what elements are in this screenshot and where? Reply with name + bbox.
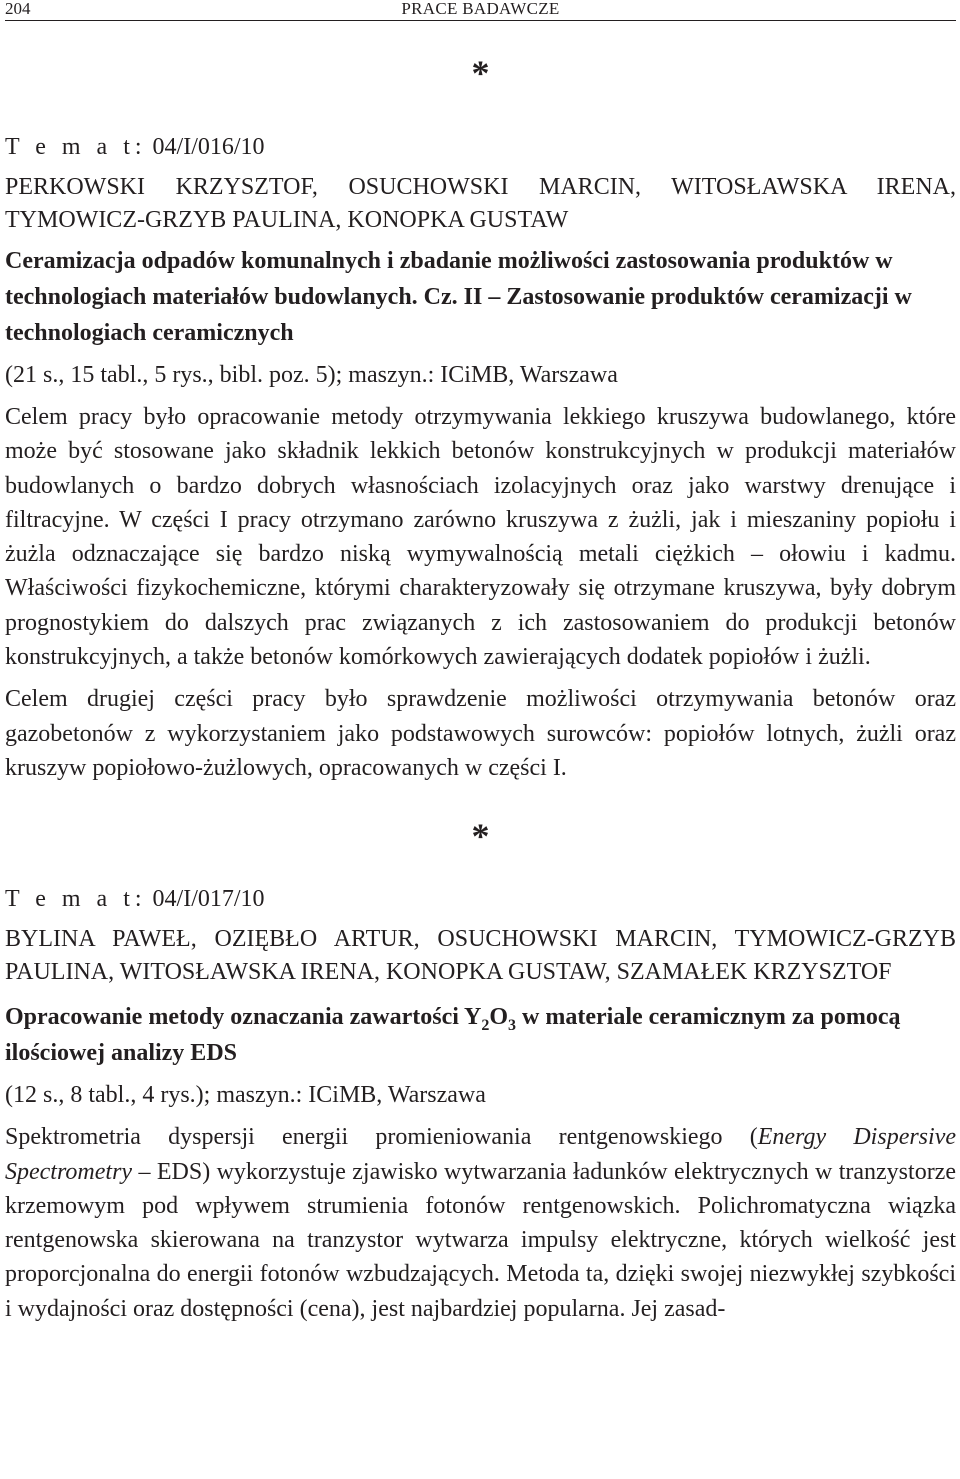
- title-text: O: [489, 1004, 509, 1031]
- entry-abstract-paragraph: Celem drugiej części pracy było sprawdzenie możliwości otrzymywania betonów oraz gazobetonów z wykorzystaniem jako podstawowych surowców: popiołów lotnych, żużli oraz kruszyw popiołowo-żużlowych, opracowanych w części I.: [5, 686, 956, 781]
- entry-meta: (12 s., 8 tabl., 4 rys.); maszyn.: ICiMB, Warszawa: [5, 1082, 486, 1109]
- abstract-italic-term: Energy Dispersive Spectrometry: [5, 1124, 956, 1185]
- entry-authors: PERKOWSKI KRZYSZTOF, OSUCHOWSKI MARCIN, WITOSŁAWSKA IRENA, TYMOWICZ-GRZYB PAULINA, KONOPKA GUSTAW: [5, 174, 956, 233]
- title-subscript: 3: [508, 1017, 517, 1035]
- entry-authors: BYLINA PAWEŁ, OZIĘBŁO ARTUR, OSUCHOWSKI MARCIN, TYMOWICZ-GRZYB PAULINA, WITOSŁAWSKA IRENA, KONOPKA GUSTAW, SZAMAŁEK KRZYSZTOF: [5, 926, 956, 986]
- topic-line: [5, 132, 956, 162]
- topic-label: T e m a t:: [5, 134, 147, 160]
- abstract-text: – EDS) wykorzystuje zjawisko wytwarzania ładunków elektrycznych w tranzystorze krzemowym pod wpływem strumienia fotonów rentgenowskich. Polichromatyczna wiązka rentgenowska skierowana na tranzystor wytwarza impulsy elektryczne, których wielkość jest proporcjonalna do energii fotonów wzbudzających. Metoda ta, dzięki swojej niezwykłej szybkości i wydajności oraz dostępności (cena), jest najbardziej popularna. Jej zasad-: [5, 1158, 956, 1322]
- entry-separator: *: [471, 53, 490, 93]
- entry-abstract-paragraph: [5, 1120, 956, 1326]
- page-number: 204: [5, 0, 31, 18]
- entry-meta: (21 s., 15 tabl., 5 rys., bibl. poz. 5); maszyn.: ICiMB, Warszawa: [5, 362, 618, 388]
- document-page: [5, 0, 956, 1326]
- abstract-text: Spektrometria dyspersji energii promieniowania rentgenowskiego (: [5, 1124, 758, 1151]
- running-header: [5, 0, 956, 21]
- title-subscript: 2: [481, 1017, 490, 1035]
- entry-abstract-paragraph: Celem pracy było opracowanie metody otrzymywania lekkiego kruszywa budowlanego, które może być stosowane jako składnik lekkich betonów konstrukcyjnych w produkcji materiałów budowlanych o bardzo dobrych własnościach izolacyjnych oraz jako warstwy drenujące i filtracyjne. W części I pracy otrzymano zarówno kruszywa z żużli, jak i mieszaniny popiołu i żużla odznaczające się bardzo niską wymywalnością metali ciężkich – ołowiu i kadmu. Właściwości fizykochemiczne, którymi charakteryzowały się otrzymane kruszywa, były dobrym prognostykiem do dalszych prac związanych z ich zastosowaniem do produkcji betonów konstrukcyjnych, a także betonów komórkowych zawierających dodatek popiołów i żużli.: [5, 404, 956, 671]
- entry-title: Ceramizacja odpadów komunalnych i zbadanie możliwości zastosowania produktów w technologiach materiałów budowlanych. Cz. II – Zastosowanie produktów ceramizacji w technologiach ceramicznych: [5, 248, 912, 346]
- title-text: w materiale ceramicznym za pomocą ilościowej analizy EDS: [5, 1004, 901, 1067]
- topic-label: T e m a t:: [5, 886, 147, 913]
- entry-separator: *: [471, 816, 490, 857]
- topic-number: 04/I/017/10: [152, 886, 265, 913]
- title-text: Opracowanie metody oznaczania zawartości Y: [5, 1004, 482, 1031]
- journal-name: PRACE BADAWCZE: [401, 0, 560, 18]
- entry-title: [5, 999, 956, 1071]
- topic-number: 04/I/016/10: [152, 134, 265, 160]
- topic-line: [5, 884, 956, 914]
